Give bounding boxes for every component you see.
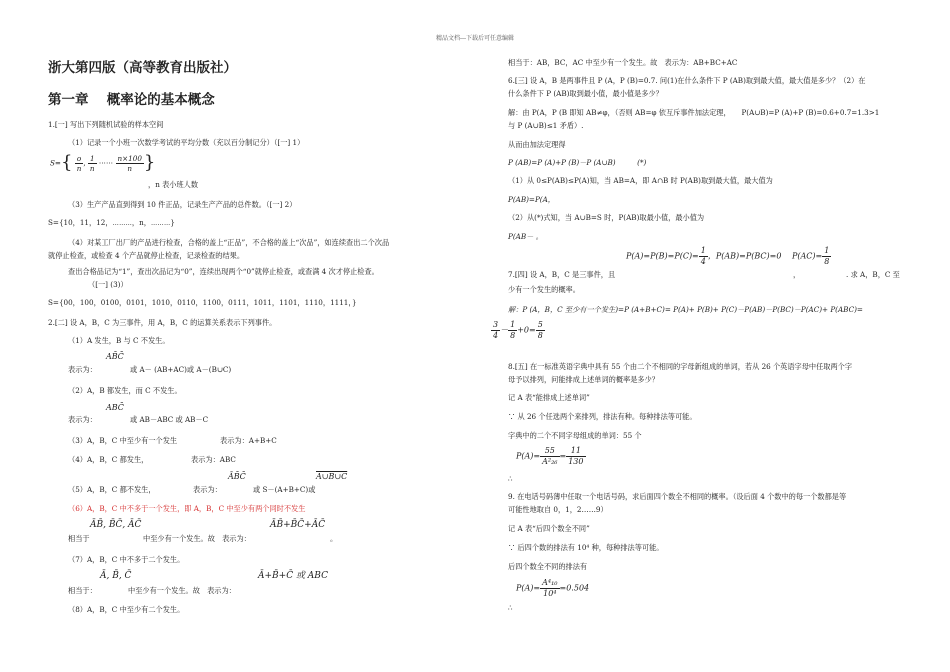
q2-2-formula: ABC̄	[106, 403, 124, 412]
q6-addition: 从而由加法定理得	[508, 140, 566, 149]
brace-right: }	[143, 152, 156, 173]
q8-result: P(A)= $\frac{55}{\text{A²₂₆}}$ = $\frac{11}{130}$	[516, 446, 584, 466]
q2-5-formula1: ĀB̄C̄	[228, 472, 246, 481]
q2-6-formula1: ĀB̄, B̄C̄, ĀC̄	[90, 520, 142, 530]
q8-line2: 母予以排列，问能排成上述单词的概率是多少？	[508, 375, 659, 384]
q9-count: 后四个数全不同的排法有	[508, 562, 588, 571]
q8-define: 记 A 表“能排成上述单词”	[508, 393, 590, 402]
q7-line1-end: . 求 A，B，C 至	[846, 270, 900, 279]
q2-7-prefix: 相当于：	[68, 586, 97, 595]
q1-4-ref: （[一] (3)）	[88, 280, 128, 289]
q6-formula: P (AB)=P (A)+P (B)－P (A∪B) (*)	[508, 158, 647, 167]
q9-line1: 9. 在电话号码薄中任取一个电话号码，求后面四个数全不相同的概率。（设后面 4 个数中的每一个数都是等	[508, 492, 847, 501]
q2-8-answer: 相当于：AB，BC，AC 中至少有一个发生。故 表示为：AB+BC+AC	[508, 58, 738, 67]
q2-6-prefix: 相当于	[68, 534, 90, 543]
q1-4-line1: （4）对某工厂出厂的产品进行检查，合格的盖上“正品”，不合格的盖上“次品”，如连续查出二个次品	[68, 238, 390, 247]
q6-line1: 6.[三] 设 A，B 是两事件且 P (A，P (B)=0.7. 问(1)在什么条件下 P (AB)取到最大值，最大值是多少？（2）在	[508, 76, 866, 85]
q2-5-formula2: A∪B∪C	[316, 472, 348, 481]
q2-4: （4）A，B，C 都发生，	[68, 455, 149, 464]
q7-given-formula: P(A)=P(B)=P(C)= $\frac{1}{4}$ ，P(AB)=P(BC)=0 P(AC)= $\frac{1}{8}$	[626, 246, 830, 266]
q2-4-answer: 表示为：ABC	[191, 455, 236, 464]
page-header: 精品文档---下载后可任意编辑	[435, 35, 515, 42]
q2-8: （8）A，B，C 中至少有二个发生。	[68, 605, 185, 614]
q2-3-answer: 表示为：A+B+C	[220, 436, 277, 445]
q8-because: ∵ 从 26 个任选两个来排列，排法有种。每种排法等可能。	[508, 412, 697, 421]
q6-part1: （1）从 0≤P(AB)≤P(A)知，当 AB=A，即 A∩B 时 P(AB)取到最大值，最大值为	[508, 176, 773, 185]
q8-therefore: ∴	[508, 474, 513, 483]
q2-1-formula: AB̄C̄	[106, 352, 124, 361]
fraction: $\frac{o}{n}$	[76, 153, 82, 173]
q1-4-set: S={00，100，0100，0101，1010，0110，1100，0111，1011，1101，1110，1111，}	[48, 298, 357, 307]
set-s-label: S=	[50, 158, 61, 168]
q2-1: （1）A 发生，B 与 C 不发生。	[68, 336, 170, 345]
q1-1-set-formula: S={ $\frac{o}{n}$ , $\frac{1}{n}$ ⋯⋯ $\frac{n\times 100}{n}$ }	[50, 152, 156, 173]
q2-6-middle: 中至少有一个发生。故 表示为：	[143, 534, 251, 543]
chapter-title: 第一章 概率论的基本概念	[48, 92, 215, 108]
q2-2-answer: 或 AB－ABC 或 AB－C	[130, 415, 209, 424]
q9-because: ∵ 后四个数的排法有 10⁴ 种，每种排法等可能。	[508, 543, 664, 552]
q2-7-middle: 中至少有一个发生。故 表示为：	[128, 586, 236, 595]
q7-line1-comma: ，	[793, 270, 801, 279]
q9-line2: 可能性地取自 0，1，2……9）	[508, 505, 608, 514]
q2-7: （7）A，B，C 中不多于二个发生。	[68, 555, 185, 564]
q1-heading: 1.[一] 写出下列随机试验的样本空间	[48, 120, 164, 129]
q1-4-line2: 就停止检查，或检查 4 个产品就停止检查，记录检查的结果。	[48, 251, 245, 260]
q9-therefore: ∴	[508, 603, 513, 612]
q1-1-note: ，n 表小班人数	[148, 180, 199, 189]
q2-5: （5）A，B，C 都不发生，	[68, 485, 156, 494]
q8-count: 字典中的二个不同字母组成的单词：55 个	[508, 431, 642, 440]
q8-line1: 8.[五] 在一标准英语字典中具有 55 个由二个不相同的字母新组成的单词，若从 26 个英语字母中任取两个字	[508, 362, 853, 371]
q6-part2: （2）从(*)式知，当 A∪B=S 时，P(AB)取最小值，最小值为	[508, 213, 705, 222]
q2-7-formula2: Ā+B̄+C̄ 或 ABC	[258, 571, 328, 581]
q2-1-answer: 或 A－ (AB+AC)或 A－(B∪C)	[130, 365, 232, 374]
q2-7-formula1: Ā, B̄, C̄	[100, 571, 132, 581]
q1-4-line3: 查出合格品记为“1”，查出次品记为“0”，连续出现两个“0”就停止检查，或查满 4 次才停止检查。	[68, 267, 379, 276]
q1-3: （3）生产产品直到得到 10 件正品，记录生产产品的总件数。（[一] 2）	[68, 200, 297, 209]
q7-line1: 7.[四] 设 A，B，C 是三事件，且	[508, 270, 616, 279]
q2-6-formula2: ĀB̄+B̄C̄+ĀC̄	[270, 520, 326, 530]
q9-define: 记 A 表“后四个数全不同”	[508, 524, 590, 533]
q6-solution: 解：由 P(A，P (B 即知 AB≠φ，（否则 AB=φ 依互斥事件加法定理， P(A∪B)=P (A)+P (B)=0.6+0.7=1.3>1	[508, 108, 880, 117]
q6-part2-result: P(AB－ 。	[508, 232, 543, 241]
q1-3-set: S={10，11，12，⋯⋯⋯，n，⋯⋯⋯}	[48, 218, 175, 227]
q2-5-label: 表示为：	[193, 485, 222, 494]
q2-1-label: 表示为：	[68, 365, 97, 374]
q2-2-label: 表示为：	[68, 415, 97, 424]
q2-3: （3）A，B，C 中至少有一个发生	[68, 436, 178, 445]
q7-result: $\frac{3}{4}$ － $\frac{1}{8}$ +0= $\frac{5}{8}$	[493, 320, 543, 340]
q2-6-end: 。	[330, 534, 338, 543]
brace-left: {	[60, 152, 73, 173]
q7-solution: 解：P (A，B，C 至少有一个发生)=P (A+B+C)= P(A)+ P(B)+ P(C)－P(AB)－P(BC)－P(AC)+ P(ABC)=	[508, 305, 863, 314]
q2-6-highlight: （6）A，B，C 中不多于一个发生，即 A，B，C 中至少有两个同时不发生	[68, 504, 306, 513]
q7-line2: 少有一个发生的概率。	[508, 285, 580, 294]
book-title: 浙大第四版（高等教育出版社）	[48, 60, 237, 76]
q1-1: （1）记录一个小班一次数学考试的平均分数（充以百分制记分）（[一] 1）	[68, 138, 305, 147]
fraction: $\frac{1}{n}$	[89, 153, 95, 173]
q2-2: （2）A，B 都发生，而 C 不发生。	[68, 386, 182, 395]
q2-5-answer: 或 S－(A+B+C)或	[253, 485, 316, 494]
q9-result: P(A)= $\frac{\text{A⁴₁₀}}{\text{10⁴}}$ =0.504	[516, 578, 590, 598]
q6-line2: 什么条件下 P (AB)取到最小值，最小值是多少？	[508, 89, 663, 98]
ellipsis: ⋯⋯	[98, 158, 114, 168]
q6-part1-result: P(AB)=P(A，	[508, 195, 555, 204]
q6-solution-cont: 与 P (A∪B)≤1 矛盾）.	[508, 121, 584, 130]
q2-heading: 2.[二] 设 A，B，C 为三事件，用 A，B，C 的运算关系表示下列事件。	[48, 318, 277, 327]
fraction: $\frac{n\times 100}{n}$	[117, 153, 142, 173]
